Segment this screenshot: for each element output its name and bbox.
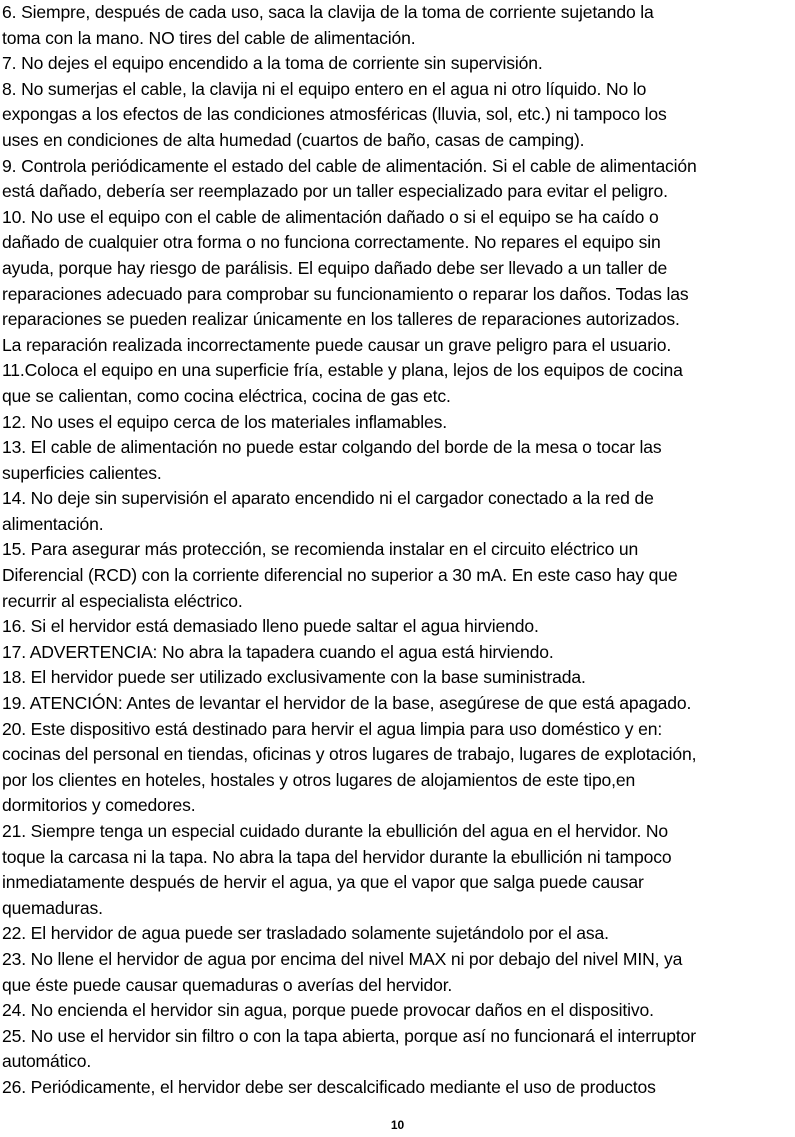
text-line: cocinas del personal en tiendas, oficinas y otros lugares de trabajo, lugares de explotación, (2, 744, 697, 765)
text-line: superficies calientes. (2, 462, 162, 483)
text-line: 25. No use el hervidor sin filtro o con la tapa abierta, porque así no funcionará el interruptor (2, 1025, 696, 1046)
text-line: inmediatamente después de hervir el agua, ya que el vapor que salga puede causar (2, 872, 644, 893)
text-line: 14. No deje sin supervisión el aparato encendido ni el cargador conectado a la red de (2, 488, 654, 509)
text-line: 20. Este dispositivo está destinado para hervir el agua limpia para uso doméstico y en: (2, 718, 663, 739)
text-line: 18. El hervidor puede ser utilizado exclusivamente con la base suministrada. (2, 667, 586, 688)
text-line: reparaciones se pueden realizar únicamente en los talleres de reparaciones autorizados. (2, 309, 680, 330)
text-line: 23. No llene el hervidor de agua por encima del nivel MAX ni por debajo del nivel MIN, ya (2, 948, 683, 969)
text-line: 24. No encienda el hervidor sin agua, porque puede provocar daños en el dispositivo. (2, 1000, 654, 1021)
text-line: 22. El hervidor de agua puede ser trasladado solamente sujetándolo por el asa. (2, 923, 609, 944)
text-line: 26. Periódicamente, el hervidor debe ser descalcificado mediante el uso de productos (2, 1076, 656, 1097)
text-line: 7. No dejes el equipo encendido a la toma de corriente sin supervisión. (2, 53, 543, 74)
text-line: 13. El cable de alimentación no puede estar colgando del borde de la mesa o tocar las (2, 437, 662, 458)
text-line: 9. Controla periódicamente el estado del cable de alimentación. Si el cable de alimentación (2, 155, 697, 176)
text-line: 19. ATENCIÓN: Antes de levantar el hervidor de la base, asegúrese de que está apagado. (2, 693, 692, 714)
text-line: 8. No sumerjas el cable, la clavija ni el equipo entero en el agua ni otro líquido. No lo (2, 78, 647, 99)
text-line: por los clientes en hoteles, hostales y otros lugares de alojamientos de este tipo,en (2, 769, 636, 790)
text-line: toque la carcasa ni la tapa. No abra la tapa del hervidor durante la ebullición ni tampoco (2, 846, 672, 867)
text-line: dormitorios y comedores. (2, 795, 196, 816)
text-line: expongas a los efectos de las condiciones atmosféricas (lluvia, sol, etc.) ni tampoco los (2, 104, 667, 125)
text-line: La reparación realizada incorrectamente puede causar un grave peligro para el usuario. (2, 334, 672, 355)
text-line: que éste puede causar quemaduras o averías del hervidor. (2, 974, 453, 995)
text-line: ayuda, porque hay riesgo de parálisis. El equipo dañado debe ser llevado a un taller de (2, 257, 668, 278)
text-line: 21. Siempre tenga un especial cuidado durante la ebullición del agua en el hervidor. No (2, 821, 669, 841)
text-line: 6. Siempre, después de cada uso, saca la clavija de la toma de corriente sujetando la (2, 2, 654, 22)
text-line: uses en condiciones de alta humedad (cuartos de baño, casas de camping). (2, 129, 585, 150)
text-line: reparaciones adecuado para comprobar su funcionamiento o reparar los daños. Todas las (2, 283, 689, 304)
text-line: toma con la mano. NO tires del cable de alimentación. (2, 27, 416, 48)
text-line: 10. No use el equipo con el cable de alimentación dañado o si el equipo se ha caído o (2, 206, 659, 227)
safety-instructions-text (2, 0, 794, 1101)
text-line: 17. ADVERTENCIA: No abra la tapadera cuando el agua está hirviendo. (2, 641, 554, 662)
text-line: dañado de cualquier otra forma o no funciona correctamente. No repares el equipo sin (2, 232, 661, 253)
text-line: quemaduras. (2, 897, 103, 918)
text-line: que se calientan, como cocina eléctrica, cocina de gas etc. (2, 385, 451, 406)
page-number: 10 (390, 1118, 405, 1132)
text-line: 12. No uses el equipo cerca de los materiales inflamables. (2, 411, 447, 432)
text-line: 15. Para asegurar más protección, se recomienda instalar en el circuito eléctrico un (2, 539, 639, 560)
text-line: 11.Coloca el equipo en una superficie fría, estable y plana, lejos de los equipos de cocina (2, 360, 683, 381)
text-line: 16. Si el hervidor está demasiado lleno puede saltar el agua hirviendo. (2, 616, 539, 637)
text-line: está dañado, debería ser reemplazado por un taller especializado para evitar el peligro. (2, 181, 668, 202)
text-line: Diferencial (RCD) con la corriente diferencial no superior a 30 mA. En este caso hay que (2, 565, 678, 586)
text-line: automático. (2, 1051, 92, 1072)
text-line: alimentación. (2, 513, 104, 534)
text-line: recurrir al especialista eléctrico. (2, 590, 243, 611)
